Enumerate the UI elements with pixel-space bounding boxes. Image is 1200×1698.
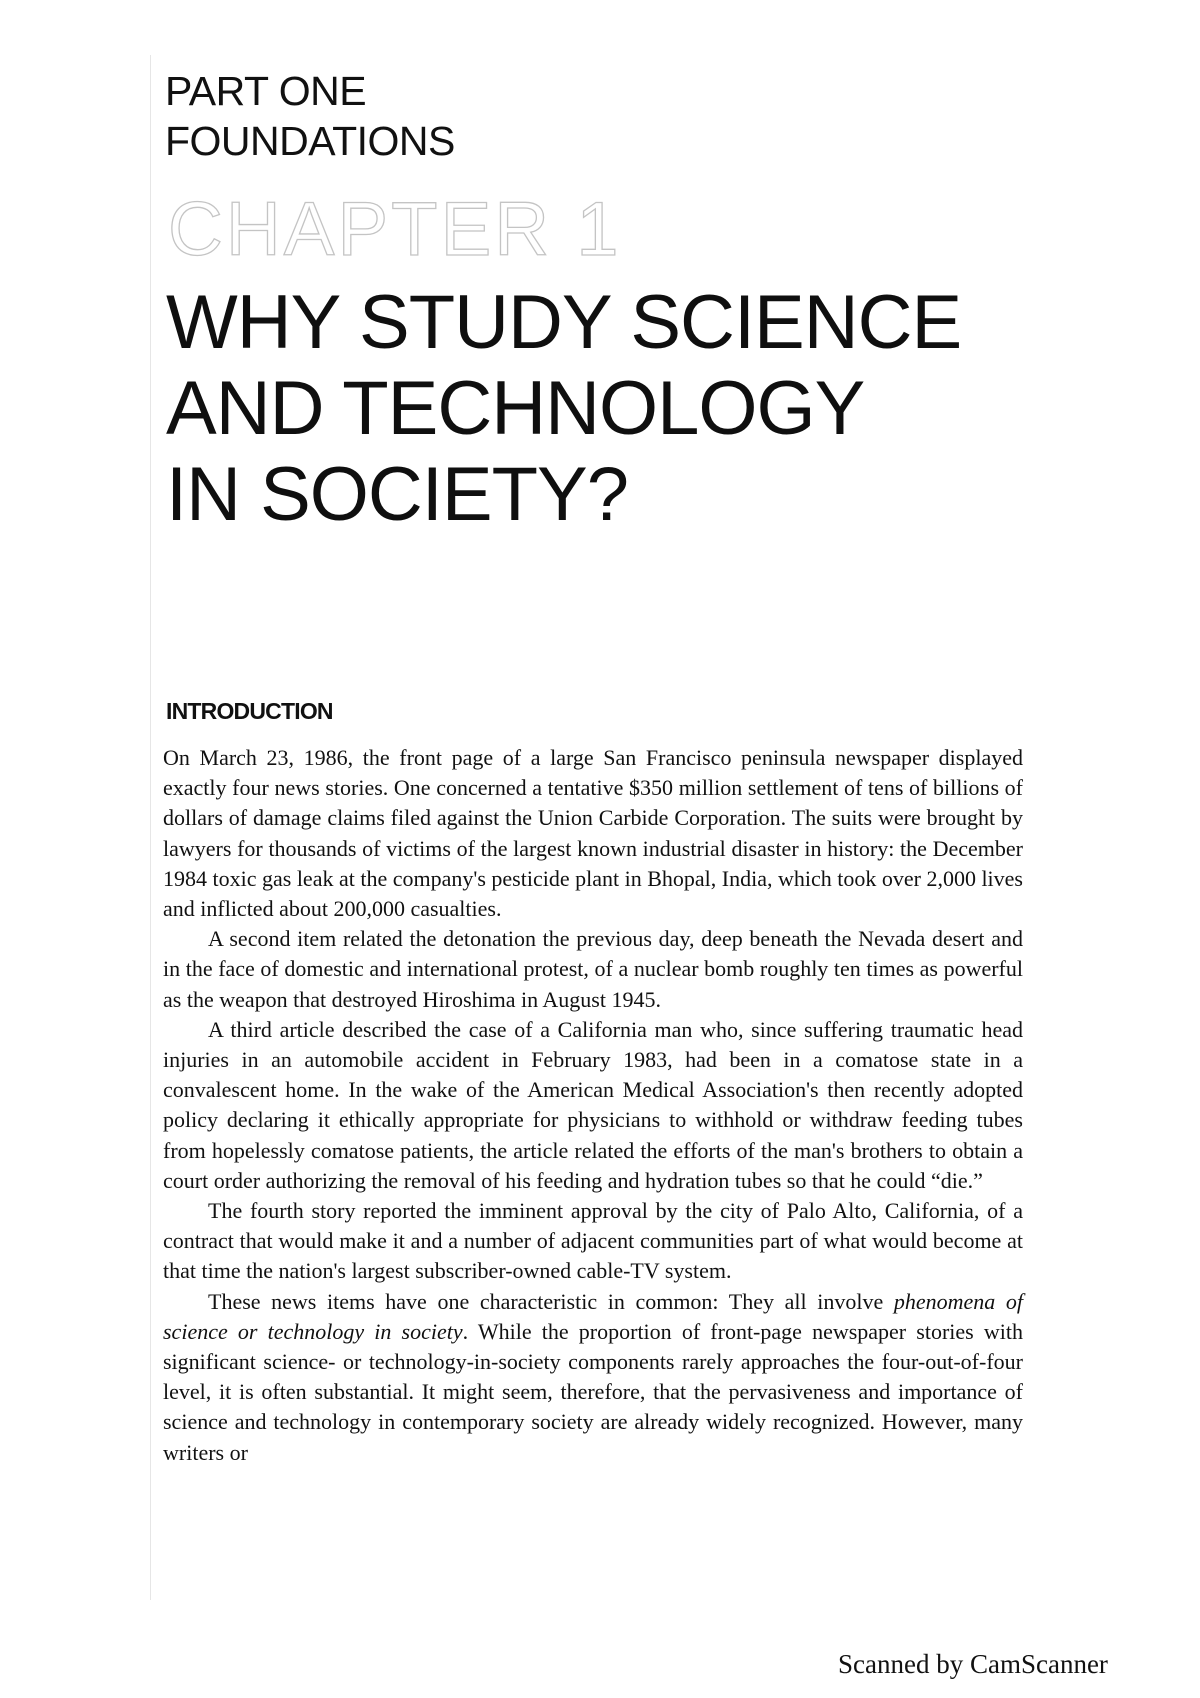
paragraph: On March 23, 1986, the front page of a large San Francisco peninsula newspaper displayed exactly four news stories. One concerned a tentative $350 million settlement of tens of billions of dollars of damage claims filed against the Union Carbide Corporation. The suits were brought by lawyers for thousands of victims of the largest known industrial disaster in history: the December 1984 toxic gas leak at the company's pesticide plant in Bhopal, India, which took over 2,000 lives and inflicted about 200,000 casualties. — [163, 745, 1023, 922]
chapter-title-line: WHY STUDY SCIENCE — [166, 280, 962, 365]
part-title: FOUNDATIONS — [165, 118, 455, 164]
paragraph: A third article described the case of a California man who, since suffering traumatic head injuries in an automobile accident in February 1983, had been in a comatose state in a convalescent home. In the wake of the American Medical Association's then recently adopted policy declaring it ethically appropriate for physicians to withhold or withdraw feeding tubes from hopelessly comatose patients, the article related the efforts of the man's brothers to obtain a court order authorizing the removal of his feeding and hydration tubes so that he could “die.” — [163, 1016, 1023, 1193]
scanner-watermark: Scanned by CamScanner — [838, 1649, 1108, 1679]
paragraph: The fourth story reported the imminent approval by the city of Palo Alto, California, of a contract that would make it and a number of adjacent communities part of what would become at that time the nation's largest subscriber-owned cable-TV system. — [163, 1198, 1023, 1284]
part-number: PART ONE — [165, 68, 367, 114]
chapter-title-line: IN SOCIETY? — [166, 452, 628, 537]
part-heading — [165, 66, 455, 166]
page-edge — [150, 55, 151, 1600]
paragraph-text: . While the proportion of front-page newspaper stories with significant science- or technology-in-society components rarely approaches the four-out-of-four level, it is often substantial. It might seem, therefore, that the pervasiveness and importance of science and technology in contemporary society are already widely recognized. However, many writers or — [163, 1318, 1023, 1465]
paragraph-final — [163, 1287, 1023, 1468]
emphasized-phrase: phenomena of science or technology in society — [163, 1288, 1023, 1344]
chapter-label: CHAPTER 1 — [168, 187, 622, 272]
paragraph: A second item related the detonation the previous day, deep beneath the Nevada desert and in the face of domestic and international protest, of a nuclear bomb roughly ten times as powerful as the weapon that destroyed Hiroshima in August 1945. — [163, 926, 1023, 1012]
paragraph-text: These news items have one characteristic in common: They all involve — [208, 1288, 894, 1314]
chapter-title — [166, 280, 961, 538]
section-heading: INTRODUCTION — [166, 698, 333, 724]
body-text — [163, 743, 1023, 1468]
chapter-title-line: AND TECHNOLOGY — [166, 366, 865, 451]
